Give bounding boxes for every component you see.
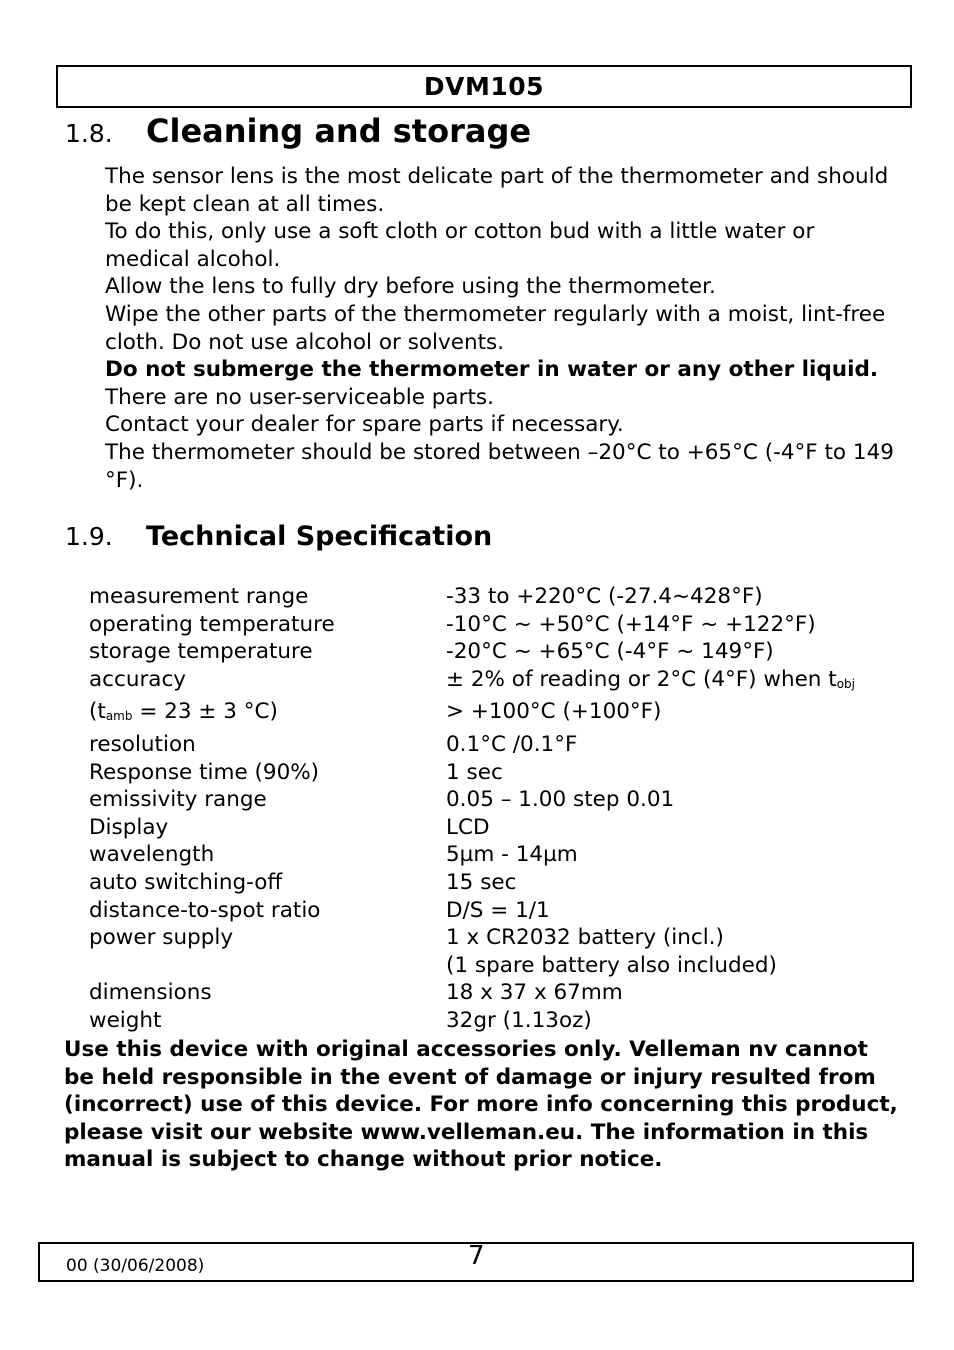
warning-paragraph: Do not submerge the thermometer in water or any other liquid. — [105, 357, 879, 383]
spec-row — [89, 759, 909, 787]
spec-row — [89, 666, 909, 699]
spec-label: wavelength — [89, 842, 215, 868]
spec-row — [89, 952, 909, 980]
model-title: DVM105 — [423, 72, 545, 101]
spec-row — [89, 611, 909, 639]
spec-value: 18 x 37 x 67mm — [446, 980, 623, 1006]
spec-value: 5µm - 14µm — [446, 842, 578, 868]
spec-label: emissivity range — [89, 787, 267, 813]
spec-label: dimensions — [89, 980, 212, 1006]
spec-label: accuracy — [89, 666, 187, 692]
page-number: 7 — [468, 1241, 485, 1271]
spec-row — [89, 841, 909, 869]
spec-row — [89, 638, 909, 666]
paragraph: The sensor lens is the most delicate part of the thermometer and should be kept clean at all times. — [105, 164, 889, 217]
document-footer — [38, 1242, 914, 1282]
spec-label — [89, 952, 446, 980]
spec-value: 1 sec — [446, 759, 503, 785]
spec-label: auto switching-off — [89, 869, 283, 895]
section-title: Cleaning and storage — [146, 112, 532, 150]
paragraph: Wipe the other parts of the thermometer regularly with a moist, lint-free cloth. Do not use alcohol or solvents. — [105, 301, 886, 355]
spec-value: 32gr (1.13oz) — [446, 1007, 592, 1033]
paragraph: There are no user-serviceable parts. — [105, 384, 494, 410]
spec-row — [89, 924, 909, 952]
section-title: Technical Specification — [146, 521, 493, 552]
spec-row — [89, 897, 909, 925]
paragraph: Allow the lens to fully dry before using the thermometer. — [105, 274, 716, 300]
spec-label: operating temperature — [89, 611, 335, 637]
spec-label: power supply — [89, 925, 234, 951]
spec-label: (tamb = 23 ± 3 °C) — [89, 699, 278, 725]
spec-row — [89, 869, 909, 897]
spec-value: -33 to +220°C (-27.4~428°F) — [446, 584, 763, 609]
spec-value: -10°C ~ +50°C (+14°F ~ +122°F) — [446, 611, 816, 637]
spec-label: resolution — [89, 731, 196, 757]
spec-label: weight — [89, 1007, 162, 1033]
spec-value: (1 spare battery also included) — [446, 952, 777, 978]
section-number: 1.8. — [65, 119, 113, 148]
paragraph: To do this, only use a soft cloth or cotton bud with a little water or medical alcohol. — [105, 219, 815, 272]
cleaning-body — [105, 163, 905, 494]
document-header — [56, 65, 912, 108]
spec-row — [89, 698, 909, 731]
spec-row — [89, 979, 909, 1007]
spec-label: Response time (90%) — [89, 759, 320, 785]
spec-label: storage temperature — [89, 639, 313, 665]
spec-value: 1 x CR2032 battery (incl.) — [446, 925, 724, 951]
paragraph: Contact your dealer for spare parts if necessary. — [105, 412, 624, 438]
spec-table — [89, 583, 909, 1035]
spec-value: -20°C ~ +65°C (-4°F ~ 149°F) — [446, 639, 774, 665]
section-heading-spec — [65, 521, 492, 552]
disclaimer-notice: Use this device with original accessories only. Velleman nv cannot be held responsible in the event of damage or injury resulted from (incorrect) use of this device. For more info concerning this product, please visit our website www.velleman.eu. The information in this manual is subject to change without prior notice. — [64, 1037, 898, 1173]
paragraph: The thermometer should be stored between –20°C to +65°C (-4°F to 149 °F). — [105, 439, 894, 493]
spec-value: 0.1°C /0.1°F — [446, 731, 578, 757]
spec-value: > +100°C (+100°F) — [446, 699, 662, 725]
spec-row — [89, 1007, 909, 1035]
spec-value: 15 sec — [446, 869, 517, 895]
version-date: 00 (30/06/2008) — [66, 1256, 205, 1276]
spec-row — [89, 814, 909, 842]
spec-label: measurement range — [89, 584, 309, 609]
spec-label: distance-to-spot ratio — [89, 897, 321, 923]
spec-value: 0.05 – 1.00 step 0.01 — [446, 787, 675, 813]
spec-value: LCD — [446, 814, 490, 840]
spec-value: D/S = 1/1 — [446, 897, 550, 923]
spec-label: Display — [89, 814, 169, 840]
spec-row — [89, 583, 909, 611]
spec-value: ± 2% of reading or 2°C (4°F) when tobj — [446, 666, 855, 692]
spec-row — [89, 786, 909, 814]
spec-row — [89, 731, 909, 759]
section-number: 1.9. — [65, 522, 113, 551]
section-heading-cleaning — [65, 112, 531, 150]
